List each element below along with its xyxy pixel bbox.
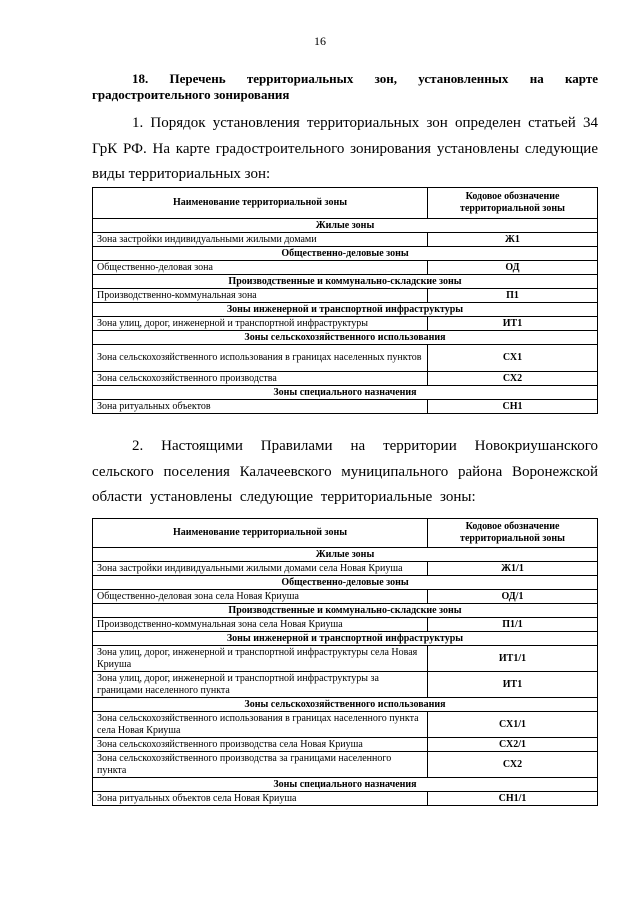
zone-group-row: [93, 219, 598, 233]
zone-group-row: [93, 778, 598, 792]
zone-group-title: Жилые зоны: [93, 548, 598, 562]
zone-name: Зона сельскохозяйственного использования в границах населенных пунктов: [93, 345, 428, 372]
page-number: 16: [314, 34, 326, 48]
zone-group-title: Зоны инженерной и транспортной инфраструктуры: [93, 632, 598, 646]
zone-group-title: Зоны специального назначения: [93, 778, 598, 792]
zone-code: ИТ1/1: [428, 646, 598, 672]
zone-code: Ж1: [428, 233, 598, 247]
zone-code: СХ2: [428, 372, 598, 386]
zone-code: СН1: [428, 400, 598, 414]
zone-name: Зона улиц, дорог, инженерной и транспортной инфраструктуры за границами населенного пункта: [93, 672, 428, 698]
zone-row: [93, 792, 598, 806]
zone-row: [93, 712, 598, 738]
zone-code: СХ1: [428, 345, 598, 372]
zone-code: СХ2: [428, 752, 598, 778]
zone-name: Зона сельскохозяйственного производства села Новая Криуша: [93, 738, 428, 752]
zone-name: Зона улиц, дорог, инженерной и транспортной инфраструктуры: [93, 317, 428, 331]
zone-group-row: [93, 247, 598, 261]
zone-row: [93, 646, 598, 672]
paragraph-1: [92, 111, 598, 188]
zone-code: СХ2/1: [428, 738, 598, 752]
zone-group-row: [93, 303, 598, 317]
zone-group-title: Общественно-деловые зоны: [93, 576, 598, 590]
zone-row: [93, 590, 598, 604]
zone-name: Производственно-коммунальная зона села Новая Криуша: [93, 618, 428, 632]
column-header-name: Наименование территориальной зоны: [93, 188, 428, 219]
zone-name: Зона ритуальных объектов села Новая Криуша: [93, 792, 428, 806]
zone-row: [93, 672, 598, 698]
zone-code: СХ1/1: [428, 712, 598, 738]
zone-group-title: Зоны сельскохозяйственного использования: [93, 331, 598, 345]
zone-group-title: Общественно-деловые зоны: [93, 247, 598, 261]
zone-group-row: [93, 604, 598, 618]
zone-row: [93, 317, 598, 331]
table-header-row: [93, 188, 598, 219]
zone-group-row: [93, 576, 598, 590]
zone-group-row: [93, 275, 598, 289]
zone-name: Общественно-деловая зона села Новая Криуша: [93, 590, 428, 604]
zone-name: Производственно-коммунальная зона: [93, 289, 428, 303]
column-header-name: Наименование территориальной зоны: [93, 519, 428, 548]
paragraph-2: [92, 434, 598, 511]
zone-row: [93, 400, 598, 414]
zone-name: Зона ритуальных объектов: [93, 400, 428, 414]
zone-group-row: [93, 548, 598, 562]
section-heading-text: 18. Перечень территориальных зон, установленных на карте градостроительного зонирования: [92, 71, 598, 102]
zone-name: Зона застройки индивидуальными жилыми домами села Новая Криуша: [93, 562, 428, 576]
zone-row: [93, 372, 598, 386]
zone-group-title: Зоны инженерной и транспортной инфраструктуры: [93, 303, 598, 317]
zone-group-title: Зоны сельскохозяйственного использования: [93, 698, 598, 712]
zone-code: Ж1/1: [428, 562, 598, 576]
zone-row: [93, 345, 598, 372]
zone-name: Зона сельскохозяйственного производства за границами населенного пункта: [93, 752, 428, 778]
table-header-row: [93, 519, 598, 548]
section-heading: [92, 71, 598, 103]
paragraph-1-text: 1. Порядок установления территориальных зон определен статьей 34 ГрК РФ. На карте градостроительного зонирования установлены следующие виды территориальных зон:: [92, 115, 598, 182]
column-header-code: Кодовое обозначение территориальной зоны: [428, 188, 598, 219]
zone-row: [93, 261, 598, 275]
zone-group-title: Зоны специального назначения: [93, 386, 598, 400]
zone-row: [93, 618, 598, 632]
zone-code: ОД/1: [428, 590, 598, 604]
zone-group-title: Жилые зоны: [93, 219, 598, 233]
zone-group-title: Производственные и коммунально-складские зоны: [93, 604, 598, 618]
zone-code: П1/1: [428, 618, 598, 632]
zone-code: ИТ1: [428, 317, 598, 331]
zones-table-2: [92, 518, 598, 806]
zone-code: П1: [428, 289, 598, 303]
zone-row: [93, 233, 598, 247]
zone-group-title: Производственные и коммунально-складские зоны: [93, 275, 598, 289]
zone-row: [93, 289, 598, 303]
zone-group-row: [93, 698, 598, 712]
zone-row: [93, 562, 598, 576]
zone-group-row: [93, 331, 598, 345]
column-header-code: Кодовое обозначение территориальной зоны: [428, 519, 598, 548]
zone-name: Зона улиц, дорог, инженерной и транспортной инфраструктуры села Новая Криуша: [93, 646, 428, 672]
zone-name: Зона застройки индивидуальными жилыми домами: [93, 233, 428, 247]
zone-name: Зона сельскохозяйственного использования в границах населенного пункта села Новая Криуша: [93, 712, 428, 738]
paragraph-2-text: 2. Настоящими Правилами на территории Новокриушанского сельского поселения Калачеевского муниципального района Воронежской области установлены следующие территориальные зоны:: [92, 438, 598, 505]
zones-table-1: [92, 187, 598, 414]
zone-name: Зона сельскохозяйственного производства: [93, 372, 428, 386]
zone-group-row: [93, 386, 598, 400]
zone-row: [93, 752, 598, 778]
zone-code: ИТ1: [428, 672, 598, 698]
zone-group-row: [93, 632, 598, 646]
zone-name: Общественно-деловая зона: [93, 261, 428, 275]
zone-code: СН1/1: [428, 792, 598, 806]
zone-code: ОД: [428, 261, 598, 275]
zone-row: [93, 738, 598, 752]
